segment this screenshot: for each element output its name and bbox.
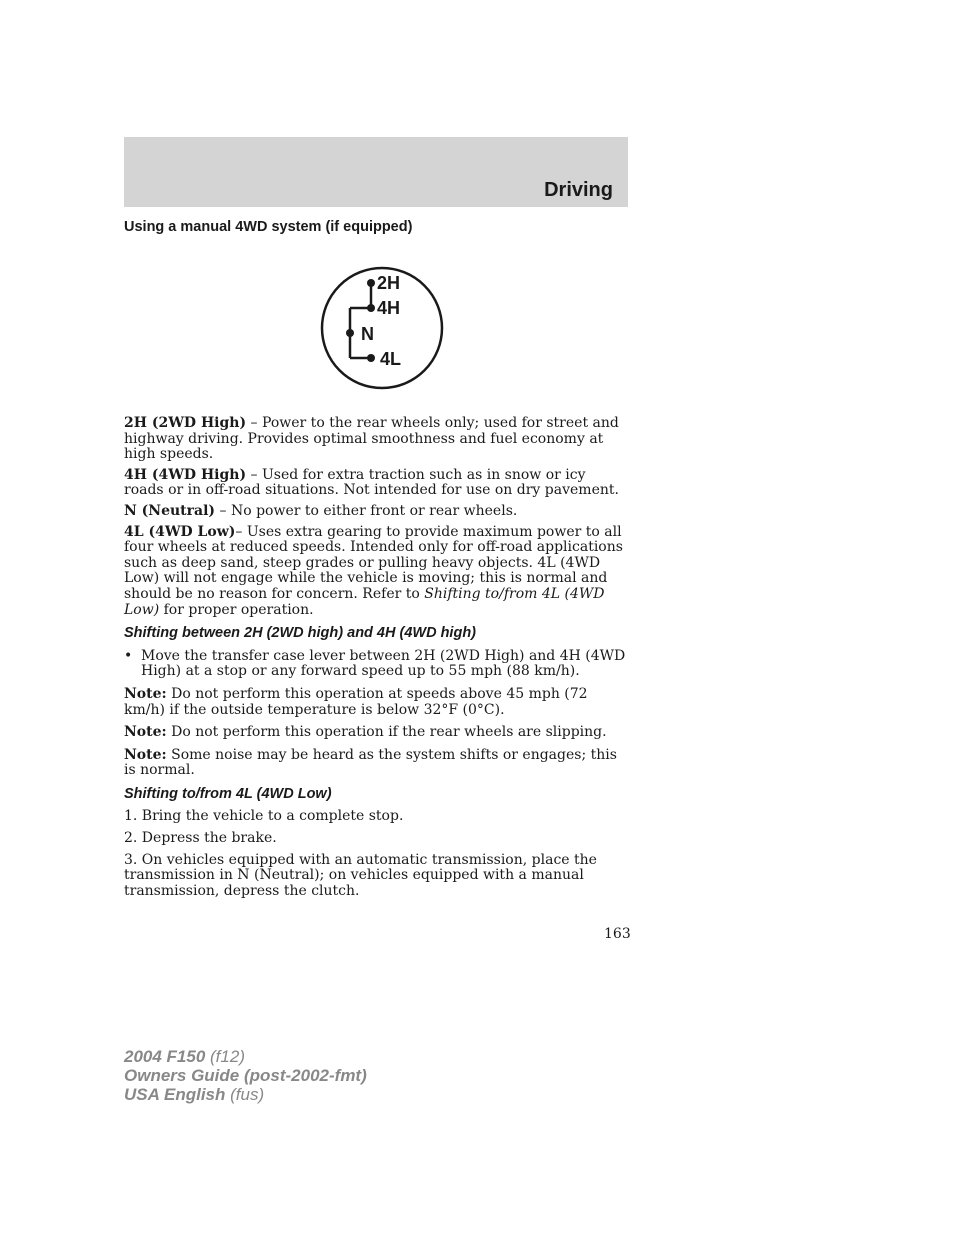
step-2: 2. Depress the brake. (124, 830, 277, 847)
subheading-4l: Shifting to/from 4L (4WD Low) (124, 785, 332, 802)
section-header-band (124, 137, 628, 207)
section-heading: Using a manual 4WD system (if equipped) (124, 219, 413, 235)
mode-2h-desc: 2H (2WD High) – Power to the rear wheels only; used for street and highway driving. Provides optimal smoothness and fuel economy at high speeds. (124, 415, 619, 463)
position-label-n: N (361, 324, 374, 344)
position-label-4l: 4L (380, 349, 402, 369)
subheading-2h-4h: Shifting between 2H (2WD high) and 4H (4WD high) (124, 625, 477, 642)
position-dot-4h (367, 304, 375, 312)
footer-line-3: USA English (fus) (124, 1085, 265, 1104)
step-3: 3. On vehicles equipped with an automatic transmission, place the transmission in N (Neutral); on vehicles equipped with a manual transmission, depress the clutch. (124, 851, 597, 899)
note-slipping: Note: Do not perform this operation if the rear wheels are slipping. (124, 724, 607, 741)
section-title-driving: Driving (544, 179, 613, 201)
note-noise: Note: Some noise may be heard as the system shifts or engages; this is normal. (124, 746, 617, 779)
step-1: 1. Bring the vehicle to a complete stop. (124, 808, 404, 825)
body-text (124, 416, 628, 899)
footer-line-2: Owners Guide (post-2002-fmt) (124, 1066, 367, 1085)
bullet-item: • Move the transfer case lever between 2H (2WD High) and 4H (4WD High) at a stop or any forward speed up to 55 mph (88 km/h). (124, 647, 626, 680)
shift-pattern-diagram (320, 266, 444, 390)
footer-line-1: 2004 F150 (f12) (124, 1047, 245, 1066)
note-temperature: Note: Do not perform this operation at speeds above 45 mph (72 km/h) if the outside temperature is below 32°F (0°C). (124, 685, 588, 718)
bullet-icon: • (124, 647, 133, 664)
position-dot-4l (367, 354, 375, 362)
position-dot-n (346, 329, 354, 337)
document-footer (124, 1047, 367, 1104)
mode-n-desc: N (Neutral) – No power to either front or rear wheels. (124, 502, 518, 519)
mode-4l-desc: 4L (4WD Low)– Uses extra gearing to provide maximum power to all four wheels at reduced speeds. Intended only for off-road applications such as deep sand, steep grades or pulling heavy objects. 4L (4WD Low) will not engage while the vehicle is moving; this is normal and should be no reason for concern. Refer to Shifting to/from 4L (4WD Low) for proper operation. (124, 523, 623, 618)
position-label-4h: 4H (377, 298, 401, 318)
position-label-2h: 2H (377, 273, 401, 293)
cross-reference-link[interactable]: Shifting to/from 4L (4WD Low) (124, 585, 605, 618)
position-dot-2h (367, 279, 375, 287)
page-content (124, 220, 628, 236)
page-number: 163 (604, 926, 631, 942)
mode-4h-desc: 4H (4WD High) – Used for extra traction such as in snow or icy roads or in off-road situations. Not intended for use on dry pavement. (124, 466, 619, 499)
